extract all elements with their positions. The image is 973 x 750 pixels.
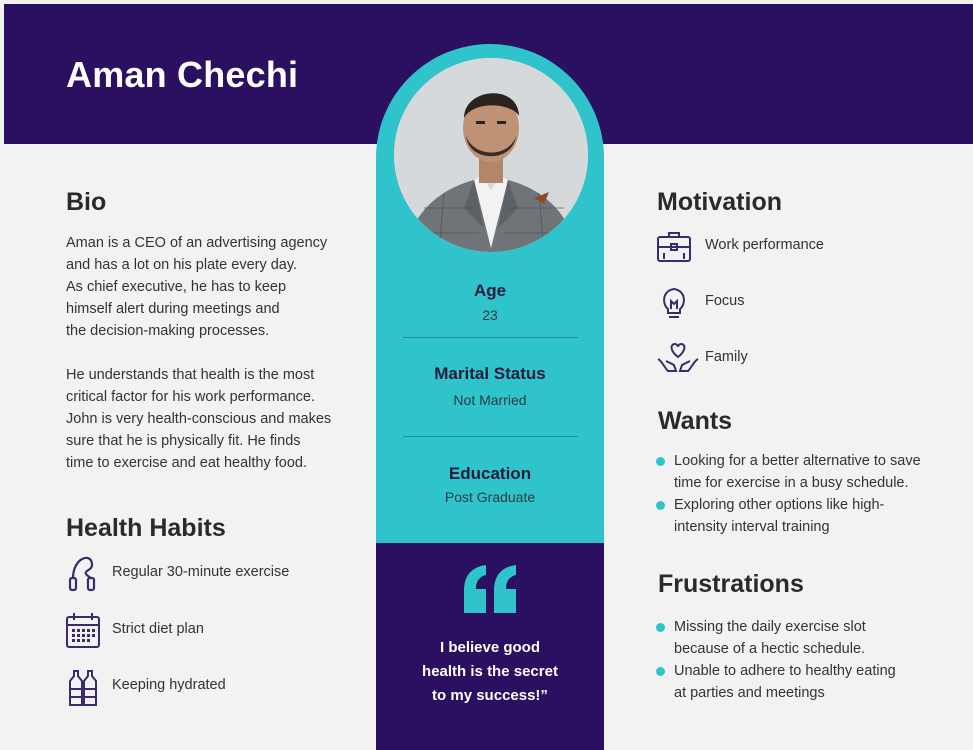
- water-bottles-icon: [66, 667, 100, 707]
- bullet-dot: [656, 623, 665, 632]
- briefcase-icon: [656, 229, 692, 265]
- habit-item: Regular 30-minute exercise: [66, 554, 366, 594]
- hands-heart-icon: [656, 341, 692, 377]
- frustrations-heading: Frustrations: [658, 570, 804, 598]
- divider: [403, 337, 578, 338]
- list-item: Exploring other options like high- intensity interval training: [656, 494, 956, 538]
- bullet-dot: [656, 667, 665, 676]
- persona-name: Aman Chechi: [66, 54, 299, 95]
- bio-paragraph-1: Aman is a CEO of an advertising agency and has a lot on his plate every day. As chief executive, he has to keep himself alert during meetings and the decision-making processes.: [66, 235, 328, 339]
- list-item: Looking for a better alternative to save time for exercise in a busy schedule.: [656, 450, 956, 494]
- avatar: [394, 58, 588, 252]
- list-item: Missing the daily exercise slot because of a hectic schedule.: [656, 616, 956, 660]
- list-item: Unable to adhere to healthy eating at parties and meetings: [656, 660, 956, 704]
- frustrations-list: [656, 616, 956, 704]
- jump-rope-icon: [66, 554, 100, 594]
- wants-list: [656, 450, 956, 538]
- education-label: Education: [448, 464, 532, 483]
- education-value: Post Graduate: [444, 489, 536, 505]
- habit-item: Keeping hydrated: [66, 667, 366, 707]
- quote-text: I believe good health is the secret to my success!”: [422, 639, 558, 704]
- motivation-item: Focus: [656, 285, 916, 321]
- age-label: Age: [473, 281, 507, 300]
- bio-paragraph-2: He understands that health is the most critical factor for his work performance. John is very health-conscious and makes sure that he is physically fit. He finds time to exercise and eat healthy food.: [66, 367, 332, 471]
- lightbulb-icon: [656, 285, 692, 321]
- marital-status-value: Not Married: [453, 392, 527, 408]
- bullet-dot: [656, 457, 665, 466]
- marital-status-label: Marital Status: [434, 364, 546, 383]
- motivation-heading: Motivation: [657, 188, 782, 216]
- wants-heading: Wants: [658, 407, 733, 435]
- quote-mark-icon: [376, 563, 604, 620]
- bullet-dot: [656, 501, 665, 510]
- calendar-icon: [66, 611, 100, 651]
- habit-item: Strict diet plan: [66, 611, 366, 651]
- motivation-item: Family: [656, 341, 916, 377]
- motivation-item: Work performance: [656, 229, 916, 265]
- age-value: 23: [482, 307, 498, 323]
- health-habits-heading: Health Habits: [66, 514, 226, 542]
- divider: [403, 436, 578, 437]
- bio-heading: Bio: [66, 188, 107, 216]
